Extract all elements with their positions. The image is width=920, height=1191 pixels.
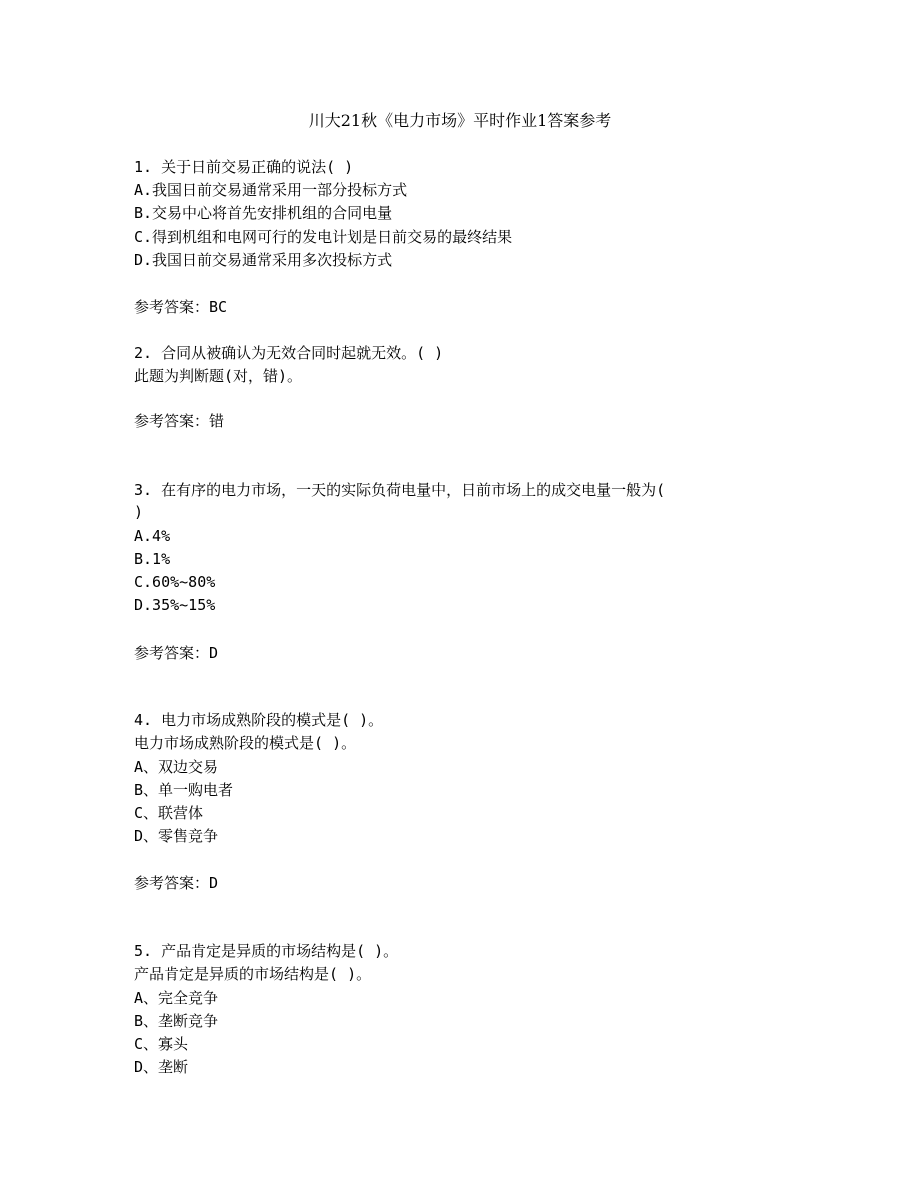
question-1-option-c: C.得到机组和电网可行的发电计划是日前交易的最终结果 [134, 228, 513, 246]
question-1-option-a: A.我国日前交易通常采用一部分投标方式 [134, 181, 408, 199]
question-4-stem-repeat: 电力市场成熟阶段的模式是( )。 [134, 734, 357, 752]
question-1-stem: 1. 关于日前交易正确的说法( ) [134, 158, 354, 176]
question-4-option-b: B、单一购电者 [134, 781, 234, 799]
question-1-option-d: D.我国日前交易通常采用多次投标方式 [134, 251, 393, 269]
question-1-option-b: B.交易中心将首先安排机组的合同电量 [134, 204, 393, 222]
question-5-option-c: C、寡头 [134, 1035, 189, 1053]
question-3-option-a: A.4% [134, 527, 171, 545]
question-4-option-c: C、联营体 [134, 804, 204, 822]
question-5-option-b: B、垄断竞争 [134, 1012, 219, 1030]
question-4-option-a: A、双边交易 [134, 758, 219, 776]
question-2-answer: 参考答案：错 [134, 412, 225, 430]
question-3-stem-line-1: 3. 在有序的电力市场，一天的实际负荷电量中，日前市场上的成交电量一般为( [134, 481, 666, 499]
document-title: 川大21秋《电力市场》平时作业1答案参考 [308, 111, 612, 130]
question-5-stem-repeat: 产品肯定是异质的市场结构是( )。 [134, 965, 372, 983]
question-5-stem: 5. 产品肯定是异质的市场结构是( )。 [134, 942, 399, 960]
question-5-option-a: A、完全竞争 [134, 989, 219, 1007]
question-3-option-b: B.1% [134, 550, 171, 568]
question-2-note: 此题为判断题(对，错)。 [134, 367, 303, 385]
question-2-stem: 2. 合同从被确认为无效合同时起就无效。( ) [134, 344, 444, 362]
question-5-option-d: D、垄断 [134, 1058, 189, 1076]
question-4-option-d: D、零售竞争 [134, 827, 219, 845]
question-3-answer: 参考答案：D [134, 644, 219, 662]
question-3-option-c: C.60%~80% [134, 573, 216, 591]
question-3-stem-line-2: ) [134, 503, 144, 521]
question-4-stem: 4. 电力市场成熟阶段的模式是( )。 [134, 711, 384, 729]
question-4-answer: 参考答案：D [134, 874, 219, 892]
question-3-option-d: D.35%~15% [134, 596, 216, 614]
question-1-answer: 参考答案：BC [134, 298, 228, 316]
